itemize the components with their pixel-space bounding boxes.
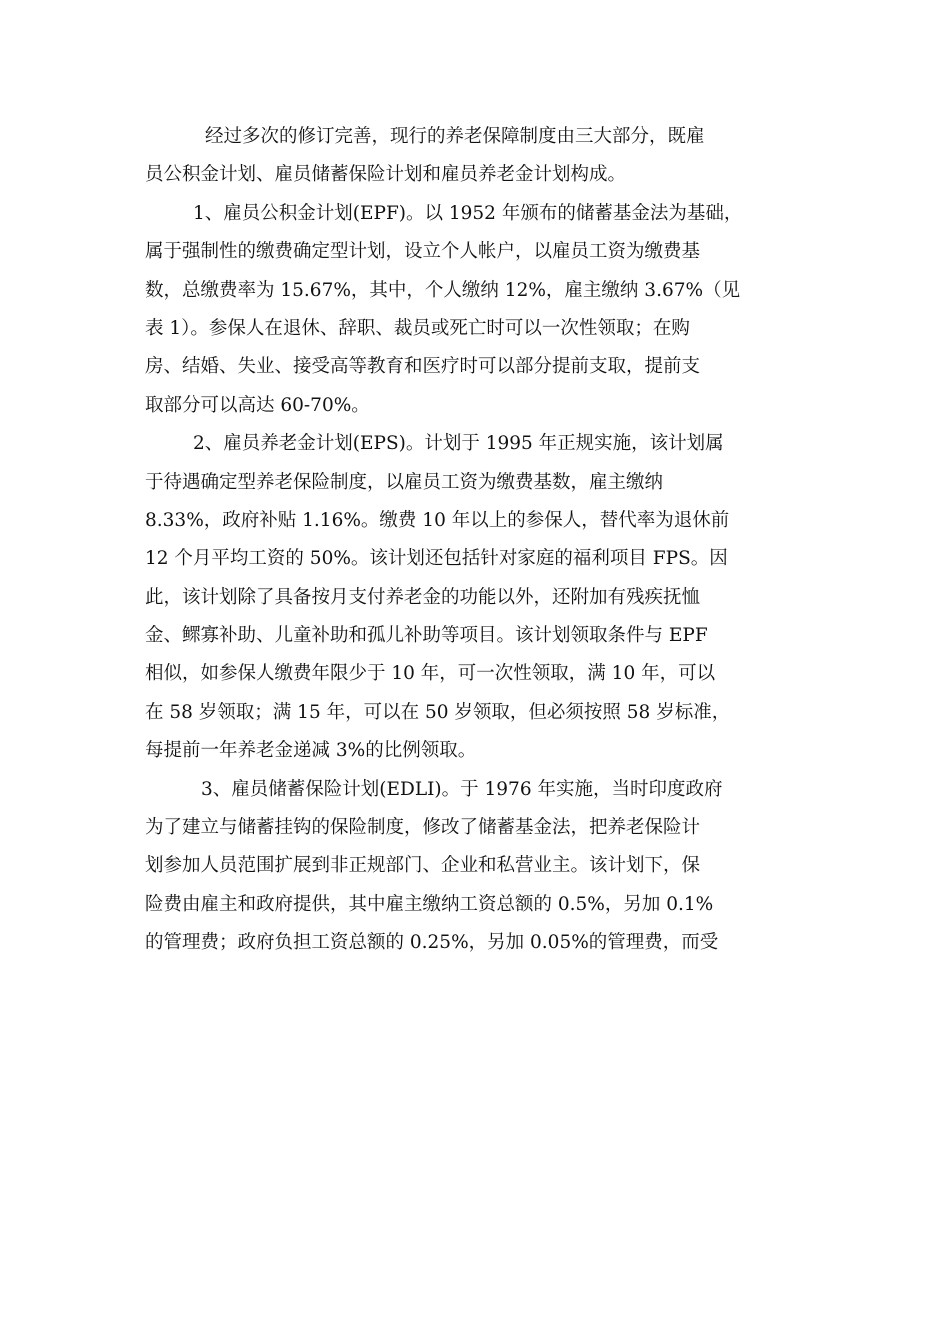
text-line: 相似，如参保人缴费年限少于 10 年，可一次性领取，满 10 年，可以 — [145, 663, 716, 685]
text-line: 12 个月平均工资的 50%。该计划还包括针对家庭的福利项目 FPS。因 — [145, 548, 728, 570]
text-line: 划参加人员范围扩展到非正规部门、企业和私营业主。该计划下，保 — [145, 855, 701, 877]
text-line: 3、雇员储蓄保险计划(EDLI)。于 1976 年实施，当时印度政府 — [201, 778, 723, 800]
text-line: 在 58 岁领取；满 15 年，可以在 50 岁领取，但必须按照 58 岁标准， — [145, 701, 731, 723]
text-line: 此，该计划除了具备按月支付养老金的功能以外，还附加有残疾抚恤 — [145, 586, 701, 608]
paragraph-intro — [145, 118, 807, 195]
text-line: 经过多次的修订完善，现行的养老保障制度由三大部分，既雇 — [205, 126, 705, 147]
text-line: 数，总缴费率为 15.67%，其中，个人缴纳 12%，雇主缴纳 3.67%（见 — [145, 279, 741, 301]
text-line: 的管理费；政府负担工资总额的 0.25%，另加 0.05%的管理费，而受 — [145, 932, 719, 954]
text-line: 为了建立与储蓄挂钩的保险制度，修改了储蓄基金法，把养老保险计 — [145, 817, 701, 839]
text-line: 取部分可以高达 60-70%。 — [145, 394, 370, 416]
text-line: 表 1）。参保人在退休、辞职、裁员或死亡时可以一次性领取；在购 — [145, 317, 690, 339]
text-line: 金、鳏寡补助、儿童补助和孤儿补助等项目。该计划领取条件与 EPF — [145, 625, 708, 647]
document-body — [145, 118, 807, 963]
text-line: 险费由雇主和政府提供，其中雇主缴纳工资总额的 0.5%，另加 0.1% — [145, 893, 714, 915]
text-line: 房、结婚、失业、接受高等教育和医疗时可以部分提前支取，提前支 — [145, 356, 701, 378]
text-line: 员公积金计划、雇员储蓄保险计划和雇员养老金计划构成。 — [145, 164, 627, 186]
paragraph-eps — [145, 425, 807, 771]
text-line: 属于强制性的缴费确定型计划，设立个人帐户，以雇员工资为缴费基 — [145, 241, 701, 263]
paragraph-edli — [145, 771, 807, 963]
text-line: 2、雇员养老金计划(EPS)。计划于 1995 年正规实施，该计划属 — [193, 433, 724, 455]
paragraph-epf — [145, 195, 807, 425]
text-line: 每提前一年养老金递减 3%的比例领取。 — [145, 740, 477, 762]
text-line: 8.33%，政府补贴 1.16%。缴费 10 年以上的参保人，替代率为退休前 — [145, 509, 730, 531]
text-line: 于待遇确定型养老保险制度，以雇员工资为缴费基数，雇主缴纳 — [145, 471, 664, 493]
text-line: 1、雇员公积金计划(EPF)。以 1952 年颁布的储蓄基金法为基础， — [193, 202, 743, 224]
